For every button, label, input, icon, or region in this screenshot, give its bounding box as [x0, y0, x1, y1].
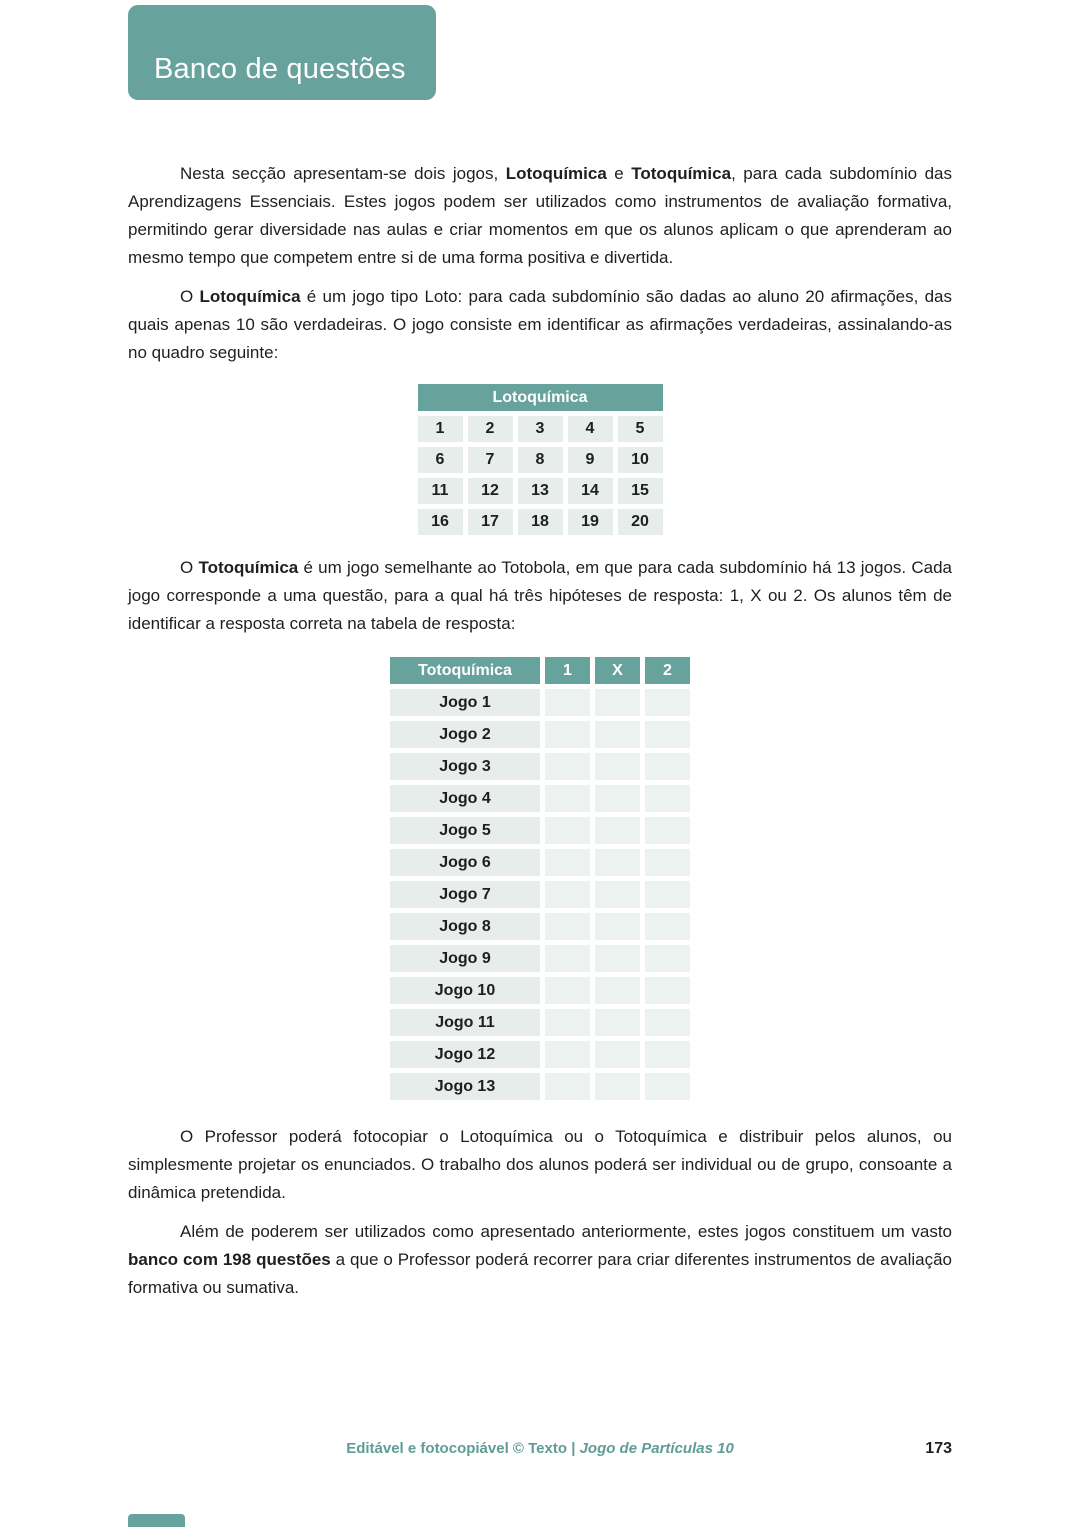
lotoquimica-table-body	[418, 416, 663, 535]
toto-answer-cell	[645, 1009, 690, 1036]
lotoquimica-table-head	[418, 384, 663, 411]
toto-answer-cell	[545, 689, 590, 716]
paragraph-banco	[128, 1218, 952, 1302]
text-run: O	[180, 287, 200, 306]
toto-row-label: Jogo 2	[390, 721, 540, 748]
toto-answer-cell	[645, 721, 690, 748]
toto-row-label: Jogo 1	[390, 689, 540, 716]
toto-answer-cell	[595, 785, 640, 812]
loto-row	[418, 416, 663, 442]
toto-answer-cell	[545, 785, 590, 812]
loto-cell: 18	[518, 509, 563, 535]
toto-row	[390, 977, 690, 1004]
loto-cell: 3	[518, 416, 563, 442]
loto-cell: 6	[418, 447, 463, 473]
text-run-bold: banco com 198 questões	[128, 1250, 331, 1269]
toto-answer-cell	[645, 945, 690, 972]
toto-row-label: Jogo 13	[390, 1073, 540, 1100]
toto-answer-cell	[595, 913, 640, 940]
toto-answer-cell	[645, 913, 690, 940]
lotoquimica-header-row	[418, 384, 663, 411]
toto-answer-cell	[595, 977, 640, 1004]
toto-answer-cell	[595, 1041, 640, 1068]
toto-answer-cell	[645, 849, 690, 876]
text-run: , para cada subdomínio das Aprendizagens Essenciais. Estes jogos podem ser utilizados como instrumentos de avaliação formativa, permitindo gerar diversidade nas aulas e criar momentos em que os alunos aplicam o que aprenderam ao mesmo tempo que competem entre si de uma forma positiva e divertida.	[128, 164, 952, 267]
lotoquimica-table	[413, 379, 668, 540]
totoquimica-table	[385, 652, 695, 1105]
text-run-bold: Lotoquímica	[505, 164, 607, 183]
toto-row	[390, 1073, 690, 1100]
loto-cell: 20	[618, 509, 663, 535]
totoquimica-table-head	[390, 657, 690, 684]
text-run: O Professor poderá fotocopiar o Lotoquímica ou o Totoquímica e distribuir pelos alunos, ou simplesmente projetar os enunciados. O trabalho dos alunos poderá ser individual ou de grupo, consoante a dinâmica pretendida.	[128, 1127, 952, 1202]
footer-credit-text: Editável e fotocopiável © Texto |	[346, 1440, 580, 1457]
paragraph-totoquimica	[128, 554, 952, 638]
toto-answer-cell	[595, 1073, 640, 1100]
toto-row	[390, 753, 690, 780]
toto-row	[390, 1009, 690, 1036]
toto-answer-cell	[545, 913, 590, 940]
loto-cell: 16	[418, 509, 463, 535]
loto-cell: 1	[418, 416, 463, 442]
toto-answer-cell	[545, 1009, 590, 1036]
toto-row	[390, 945, 690, 972]
toto-row-label: Jogo 10	[390, 977, 540, 1004]
toto-answer-cell	[645, 753, 690, 780]
toto-answer-cell	[595, 1009, 640, 1036]
toto-answer-cell	[645, 1041, 690, 1068]
loto-cell: 10	[618, 447, 663, 473]
toto-answer-cell	[595, 945, 640, 972]
toto-row-label: Jogo 5	[390, 817, 540, 844]
toto-row	[390, 689, 690, 716]
toto-row-label: Jogo 9	[390, 945, 540, 972]
page-body	[128, 160, 952, 1313]
toto-answer-cell	[645, 689, 690, 716]
toto-answer-header: 2	[645, 657, 690, 684]
toto-row-label: Jogo 12	[390, 1041, 540, 1068]
totoquimica-table-body	[390, 689, 690, 1100]
toto-row	[390, 913, 690, 940]
toto-row	[390, 721, 690, 748]
toto-answer-cell	[595, 689, 640, 716]
toto-row-label: Jogo 6	[390, 849, 540, 876]
footer-credit	[0, 1438, 1080, 1460]
text-run: O	[180, 558, 199, 577]
footer-book-title: Jogo de Partículas 10	[579, 1440, 734, 1457]
paragraph-lotoquimica	[128, 283, 952, 367]
loto-cell: 11	[418, 478, 463, 504]
toto-answer-cell	[595, 849, 640, 876]
text-run-bold: Totoquímica	[631, 164, 732, 183]
loto-cell: 7	[468, 447, 513, 473]
text-run-bold: Totoquímica	[198, 558, 299, 577]
loto-row	[418, 478, 663, 504]
loto-row	[418, 447, 663, 473]
toto-answer-cell	[545, 977, 590, 1004]
text-run: é um jogo semelhante ao Totobola, em que para cada subdomínio há 13 jogos. Cada jogo corresponde a uma questão, para a qual há três hipóteses de resposta: 1, X ou 2. Os alunos têm de identificar a resposta correta na tabela de resposta:	[128, 558, 953, 633]
totoquimica-header-row	[390, 657, 690, 684]
toto-answer-cell	[645, 977, 690, 1004]
toto-answer-cell	[545, 881, 590, 908]
toto-answer-cell	[645, 1073, 690, 1100]
loto-cell: 2	[468, 416, 513, 442]
toto-answer-header: X	[595, 657, 640, 684]
loto-cell: 17	[468, 509, 513, 535]
toto-row	[390, 817, 690, 844]
text-run: Além de poderem ser utilizados como apresentado anteriormente, estes jogos constituem um vasto	[180, 1222, 952, 1241]
toto-answer-cell	[595, 817, 640, 844]
toto-answer-cell	[595, 721, 640, 748]
toto-answer-cell	[545, 817, 590, 844]
toto-row-label: Jogo 7	[390, 881, 540, 908]
section-badge	[128, 5, 436, 100]
text-run: Nesta secção apresentam-se dois jogos,	[180, 164, 506, 183]
page-number: 173	[925, 1440, 952, 1457]
loto-cell: 13	[518, 478, 563, 504]
page-corner-decoration	[128, 1514, 185, 1527]
loto-cell: 5	[618, 416, 663, 442]
toto-answer-cell	[545, 849, 590, 876]
toto-row-label: Jogo 8	[390, 913, 540, 940]
loto-cell: 19	[568, 509, 613, 535]
toto-row-label: Jogo 11	[390, 1009, 540, 1036]
text-run-bold: Lotoquímica	[199, 287, 301, 306]
paragraph-professor	[128, 1123, 952, 1207]
toto-answer-header: 1	[545, 657, 590, 684]
toto-answer-cell	[545, 945, 590, 972]
toto-row-label: Jogo 3	[390, 753, 540, 780]
toto-row	[390, 785, 690, 812]
totoquimica-table-title: Totoquímica	[390, 657, 540, 684]
toto-row	[390, 1041, 690, 1068]
toto-answer-cell	[545, 721, 590, 748]
lotoquimica-table-title: Lotoquímica	[418, 384, 663, 411]
section-badge-label: Banco de questões	[154, 53, 406, 85]
paragraph-intro	[128, 160, 952, 272]
toto-answer-cell	[595, 881, 640, 908]
toto-answer-cell	[645, 785, 690, 812]
toto-row	[390, 881, 690, 908]
toto-row	[390, 849, 690, 876]
toto-answer-cell	[645, 817, 690, 844]
loto-cell: 4	[568, 416, 613, 442]
toto-answer-cell	[545, 1041, 590, 1068]
toto-answer-cell	[545, 753, 590, 780]
text-run: e	[606, 164, 632, 183]
loto-cell: 14	[568, 478, 613, 504]
text-run: a que o Professor poderá recorrer para criar diferentes instrumentos de avaliação formativa ou sumativa.	[128, 1250, 952, 1297]
toto-answer-cell	[545, 1073, 590, 1100]
toto-answer-cell	[595, 753, 640, 780]
loto-cell: 9	[568, 447, 613, 473]
toto-row-label: Jogo 4	[390, 785, 540, 812]
page-footer	[0, 1438, 1080, 1468]
loto-cell: 15	[618, 478, 663, 504]
loto-cell: 12	[468, 478, 513, 504]
loto-cell: 8	[518, 447, 563, 473]
toto-answer-cell	[645, 881, 690, 908]
text-run: é um jogo tipo Loto: para cada subdomínio são dadas ao aluno 20 afirmações, das quais apenas 10 são verdadeiras. O jogo consiste em identificar as afirmações verdadeiras, assinalando-as no quadro seguinte:	[128, 287, 952, 362]
loto-row	[418, 509, 663, 535]
